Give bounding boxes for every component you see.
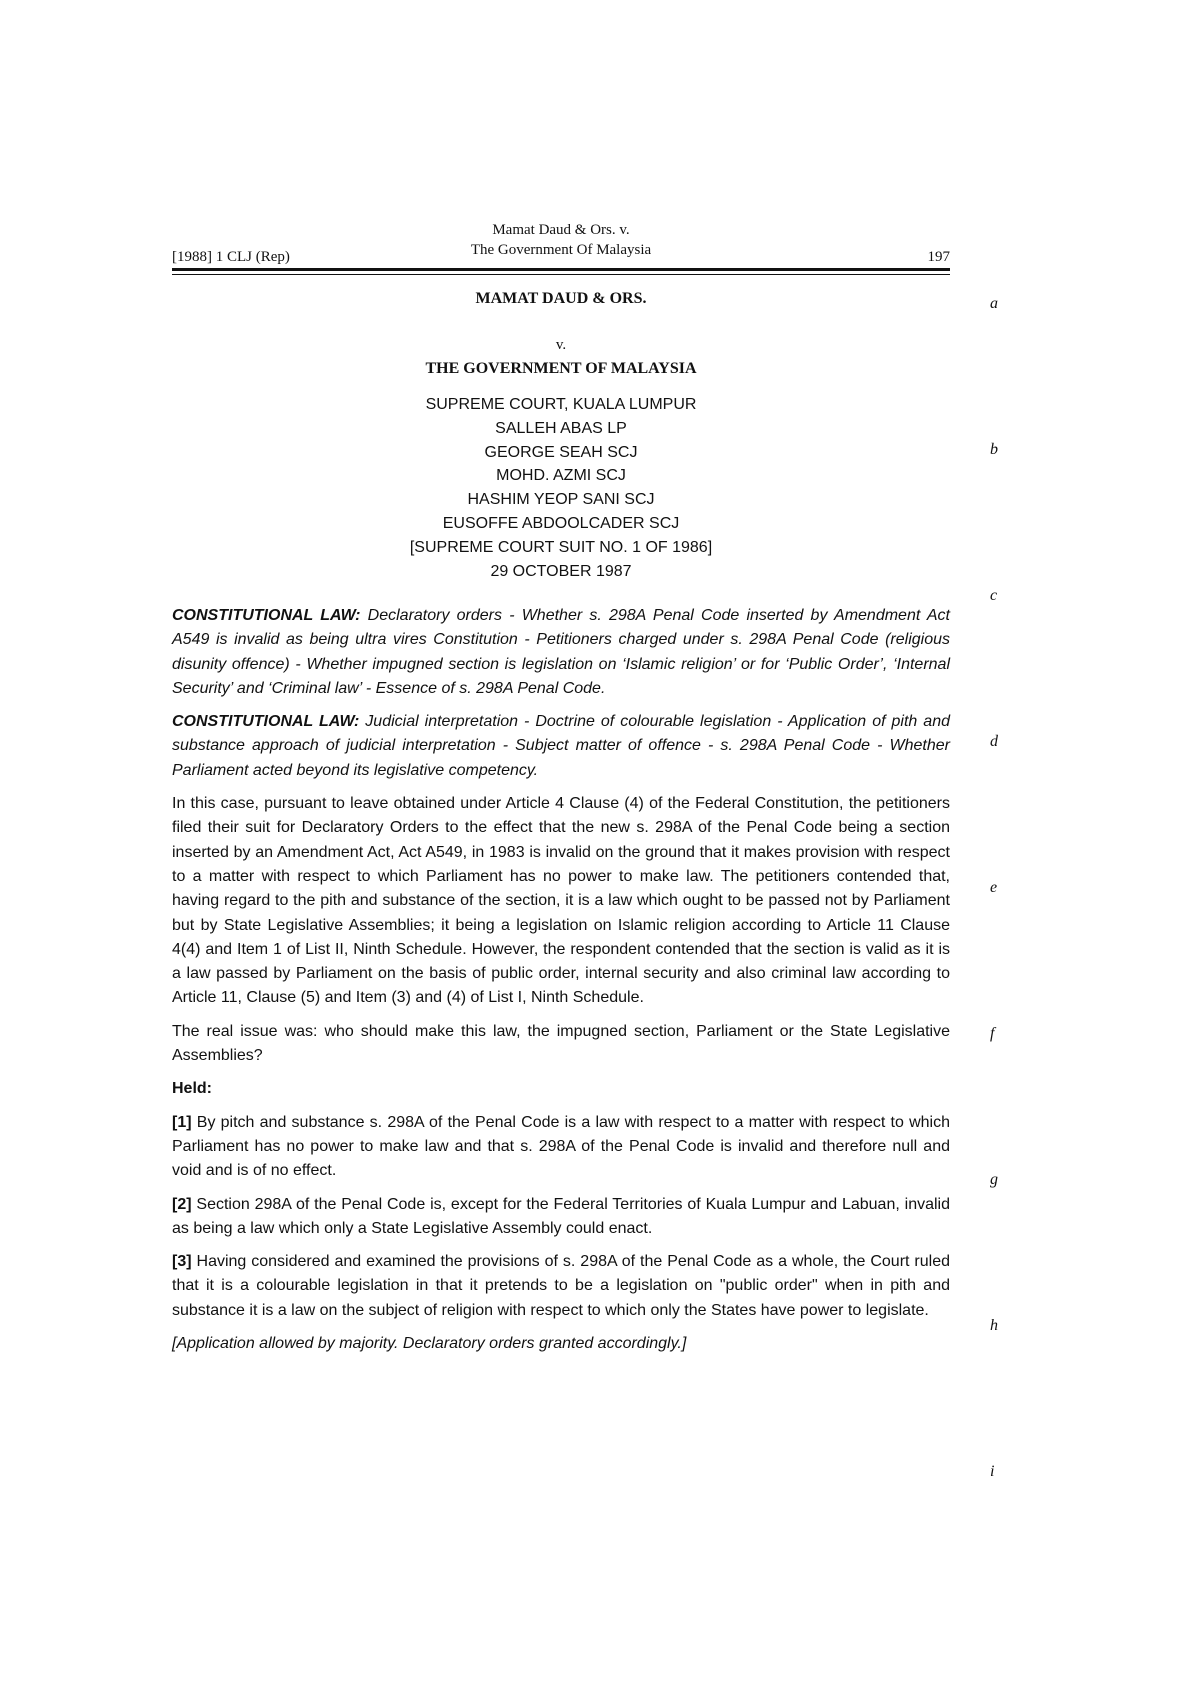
held-point [172, 1111, 950, 1184]
court-details [172, 393, 950, 583]
held-number: [1] [172, 1113, 192, 1131]
summary-paragraph: In this case, pursuant to leave obtained under Article 4 Clause (4) of the Federal Constitution, the petitioners filed their suit for Declaratory Orders to the effect that the new s. 298A of the Penal Code being a section inserted by an Amendment Act, Act A549, in 1983 is invalid on the ground that it makes provision with respect to a matter with respect to which Parliament has no power to make law. The petitioners contended that, having regard to the pith and substance of the section, it is a law which ought to be passed not by Parliament but by State Legislative Assemblies; it being a legislation on Islamic religion according to Article 11 Clause 4(4) and Item 1 of List II, Ninth Schedule. However, the respondent contended that the section is valid as it is a law passed by Parliament on the basis of public order, internal security and also criminal law according to Article 11, Clause (5) and Item (3) and (4) of List I, Ninth Schedule. [172, 795, 950, 1007]
running-header [172, 220, 950, 265]
respondent: THE GOVERNMENT OF MALAYSIA [425, 360, 697, 377]
held-point [172, 1193, 950, 1242]
suit-number: [SUPREME COURT SUIT NO. 1 OF 1986] [409, 538, 713, 556]
header-title-line1: Mamat Daud & Ors. v. [492, 222, 630, 238]
held-point [172, 1250, 950, 1323]
judge: EUSOFFE ABDOOLCADER SCJ [442, 514, 680, 532]
headnote [172, 604, 950, 1365]
judge: SALLEH ABAS LP [495, 419, 627, 437]
margin-letter: e [990, 879, 998, 896]
header-title [172, 220, 950, 260]
header-title-line2: The Government Of Malaysia [470, 242, 652, 258]
margin-letter: c [990, 587, 998, 604]
margin-letter: b [990, 441, 998, 458]
case-name: MAMAT DAUD & ORS. [475, 290, 647, 307]
result: [Application allowed by majority. Declaratory orders granted accordingly.] [172, 1335, 687, 1353]
citation: [1988] 1 CLJ (Rep) [172, 249, 290, 265]
header-rule-thick [172, 268, 950, 271]
judgment-date: 29 OCTOBER 1987 [490, 562, 632, 580]
judge: GEORGE SEAH SCJ [484, 443, 638, 461]
margin-letter: d [990, 733, 998, 750]
catchword-paragraph [172, 710, 950, 783]
judge: HASHIM YEOP SANI SCJ [467, 491, 655, 509]
held-text: Section 298A of the Penal Code is, except for the Federal Territories of Kuala Lumpur and Labuan, invalid as being a law which only a State Legislative Assembly could enact. [172, 1195, 950, 1237]
margin-letter: h [990, 1317, 998, 1334]
held-label: Held: [172, 1080, 212, 1098]
page-number: 197 [927, 249, 950, 265]
held-number: [2] [172, 1195, 192, 1213]
margin-letter: a [990, 295, 998, 312]
header-rule-thin [172, 274, 950, 275]
held-number: [3] [172, 1253, 192, 1271]
summary-paragraph: The real issue was: who should make this law, the impugned section, Parliament or the State Legislative Assemblies? [172, 1022, 950, 1065]
catchword-paragraph [172, 604, 950, 701]
margin-letter: g [990, 1171, 998, 1188]
catchword-text: Declaratory orders - Whether s. 298A Penal Code inserted by Amendment Act A549 is invalid as being ultra vires Constitution - Petitioners charged under s. 298A Penal Code (religious disunity offence) - Whether impugned section is legislation on ‘Islamic religion’ or for ‘Public Order’, ‘Internal Security’ and ‘Criminal law’ - Essence of s. 298A Penal Code. [172, 607, 951, 697]
held-text: Having considered and examined the provisions of s. 298A of the Penal Code as a whole, the Court ruled that it is a colourable legislation in that it pretends to be a legislation on "public order" when in pith and substance it is a law on the subject of religion with respect to which only the States have power to legislate. [172, 1253, 950, 1319]
margin-letter: f [990, 1025, 995, 1042]
judge: MOHD. AZMI SCJ [496, 467, 626, 485]
margin-letter: i [990, 1463, 995, 1480]
court-name: SUPREME COURT, KUALA LUMPUR [425, 396, 697, 413]
catchword-text: Judicial interpretation - Doctrine of colourable legislation - Application of pith and substance approach of judicial interpretation - Subject matter of offence - s. 298A Penal Code - Whether Parliament acted beyond its legislative competency. [172, 713, 951, 779]
held-text: By pitch and substance s. 298A of the Penal Code is a law with respect to a matter with respect to which Parliament has no power to make law and that s. 298A of the Penal Code is invalid and therefore null and void and is of no effect. [172, 1113, 950, 1180]
catchword-category: CONSTITUTIONAL LAW: [172, 713, 360, 731]
catchword-category: CONSTITUTIONAL LAW: [172, 607, 361, 624]
versus: v. [555, 337, 567, 353]
